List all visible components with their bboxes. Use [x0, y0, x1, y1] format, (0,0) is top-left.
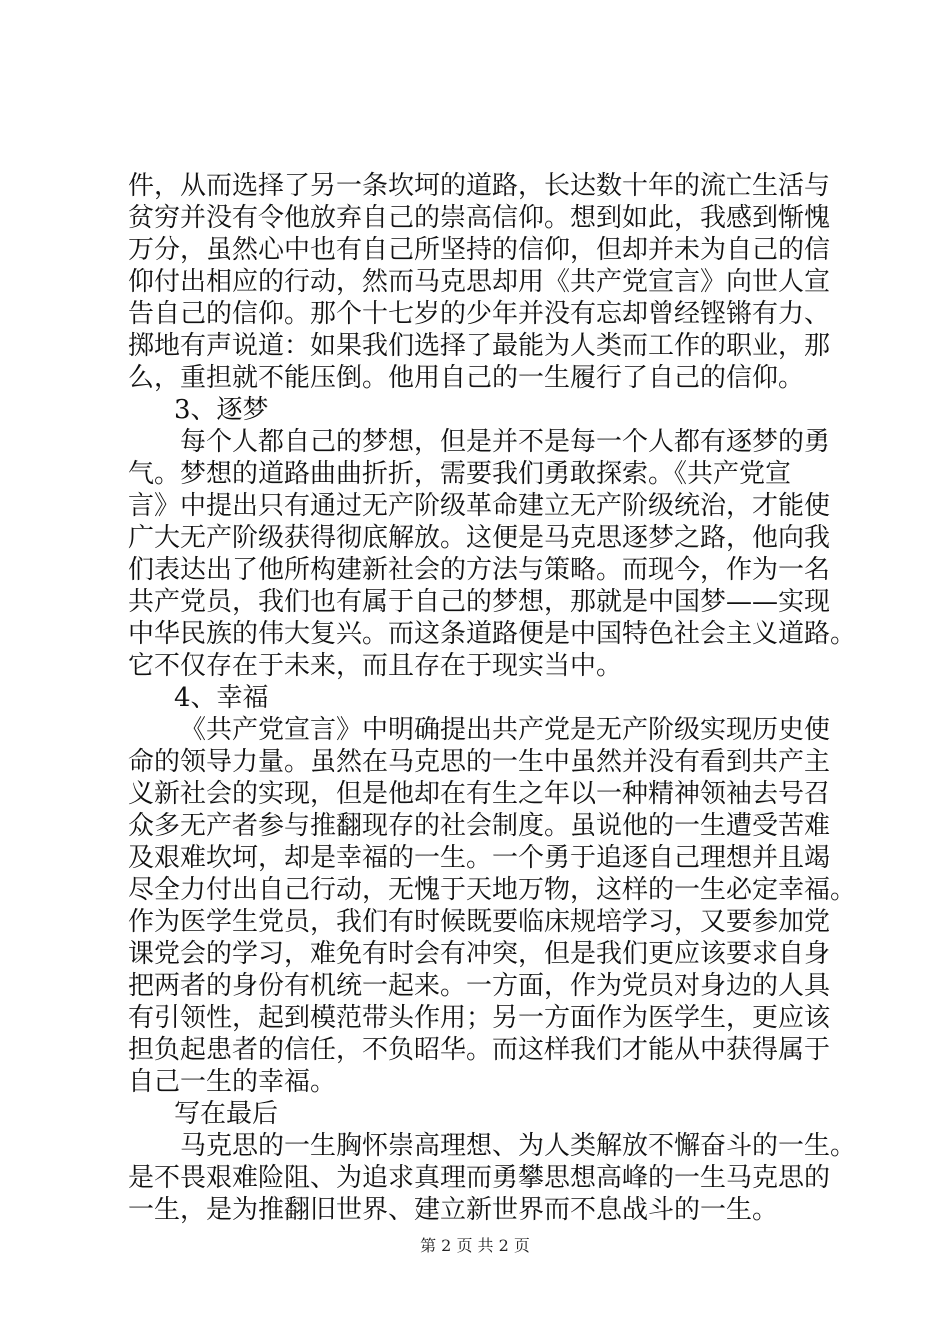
text-line: 每个人都自己的梦想，但是并不是每一个人都有逐梦的勇 — [180, 427, 831, 457]
text-line: 它不仅存在于未来，而且存在于现实当中。 — [128, 651, 623, 681]
text-line: 课党会的学习，难免有时会有冲突，但是我们更应该要求自身 — [128, 939, 831, 969]
text-line: 命的领导力量。虽然在马克思的一生中虽然并没有看到共产主 — [128, 747, 831, 777]
page-footer: 第 2 页 共 2 页 — [420, 1236, 530, 1255]
text-line: 仰付出相应的行动，然而马克思却用《共产党宣言》向世人宣 — [128, 267, 831, 297]
text-line: 告自己的信仰。那个十七岁的少年并没有忘却曾经铿锵有力、 — [128, 299, 831, 329]
text-line: 气。梦想的道路曲曲折折，需要我们勇敢探索。《共产党宣 — [128, 459, 792, 489]
text-line: 把两者的身份有机统一起来。一方面，作为党员对身边的人具 — [128, 971, 831, 1001]
text-line: 广大无产阶级获得彻底解放。这便是马克思逐梦之路，他向我 — [128, 523, 831, 553]
text-line: 中华民族的伟大复兴。而这条道路便是中国特色社会主义道路。 — [128, 619, 857, 649]
section-heading: 4、幸福 — [174, 683, 269, 713]
text-line: 自己一生的幸福。 — [128, 1067, 337, 1097]
text-line: 件，从而选择了另一条坎坷的道路，长达数十年的流亡生活与 — [128, 171, 831, 201]
text-line: 言》中提出只有通过无产阶级革命建立无产阶级统治，才能使 — [128, 491, 831, 521]
text-line: 万分，虽然心中也有自己所坚持的信仰，但却并未为自己的信 — [128, 235, 831, 265]
text-line: 作为医学生党员，我们有时候既要临床规培学习，又要参加党 — [128, 907, 831, 937]
text-line: 们表达出了他所构建新社会的方法与策略。而现今，作为一名 — [128, 555, 831, 585]
text-line: 及艰难坎坷，却是幸福的一生。一个勇于追逐自己理想并且竭 — [128, 843, 831, 873]
text-line: 是不畏艰难险阻、为追求真理而勇攀思想高峰的一生马克思的 — [128, 1163, 831, 1193]
text-line: 掷地有声说道：如果我们选择了最能为人类而工作的职业，那 — [128, 331, 831, 361]
text-line: 贫穷并没有令他放弃自己的崇高信仰。想到如此，我感到惭愧 — [128, 203, 831, 233]
text-line: 共产党员，我们也有属于自己的梦想，那就是中国梦——实现 — [128, 587, 831, 617]
text-line: 一生，是为推翻旧世界、建立新世界而不息战斗的一生。 — [128, 1195, 779, 1225]
text-line: 义新社会的实现，但是他却在有生之年以一种精神领袖去号召 — [128, 779, 831, 809]
text-line: 尽全力付出自己行动，无愧于天地万物，这样的一生必定幸福。 — [128, 875, 857, 905]
text-line: 有引领性，起到模范带头作用；另一方面作为医学生，更应该 — [128, 1003, 831, 1033]
section-heading: 写在最后 — [174, 1099, 279, 1129]
text-line: 马克思的一生胸怀崇高理想、为人类解放不懈奋斗的一生。 — [180, 1131, 857, 1161]
section-heading: 3、逐梦 — [174, 395, 269, 425]
text-line: 担负起患者的信任，不负昭华。而这样我们才能从中获得属于 — [128, 1035, 831, 1065]
text-line: 《共产党宣言》中明确提出共产党是无产阶级实现历史使 — [180, 715, 831, 745]
text-line: 众多无产者参与推翻现存的社会制度。虽说他的一生遭受苦难 — [128, 811, 831, 841]
text-line: 么，重担就不能压倒。他用自己的一生履行了自己的信仰。 — [128, 363, 805, 393]
document-body — [128, 170, 857, 1226]
